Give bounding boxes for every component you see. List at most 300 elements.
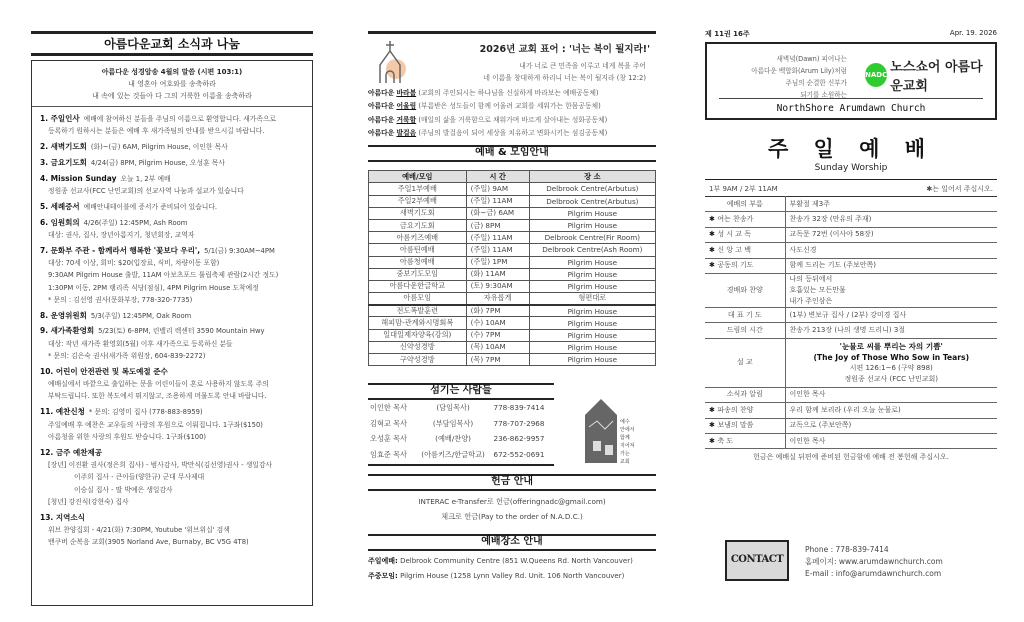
order-label-text: 신 앙 고 백 — [717, 245, 752, 254]
schedule-row — [369, 329, 656, 341]
order-content-line: 시편 126:1~6 (구약 898) — [849, 363, 933, 372]
order-label-text: 소식과 알림 — [726, 390, 763, 399]
worship-order-row — [705, 403, 997, 418]
motto-verse-line: 네 이름을 창대하게 하리니 너는 복이 될지라 (창 12:2) — [483, 74, 646, 82]
svg-text:가는: 가는 — [620, 451, 630, 457]
col-header: 장 소 — [529, 171, 655, 183]
vision-prefix: 아름다운 — [368, 115, 395, 124]
news-item-head — [40, 366, 306, 378]
meeting-time: (주일) 11AM — [466, 195, 529, 207]
order-content — [785, 273, 997, 307]
order-content-line: 찬송가 32장 (만유의 주재) — [789, 215, 872, 224]
news-item-title: 11. 예찬신청 — [40, 407, 85, 417]
news-item — [40, 217, 306, 242]
staff-role: (부담임목사) — [432, 418, 474, 428]
worship-order-row — [705, 418, 997, 433]
schedule-title: 예배 & 모임안내 — [368, 145, 656, 162]
news-item-line: 밴쿠버 순복음 교회(3905 Norland Ave, Burnaby, BC V5G 4T8) — [48, 538, 249, 547]
church-header-box — [705, 42, 997, 120]
meeting-time: (목) 10AM — [466, 341, 529, 353]
order-content-line: (1부) 변보규 집사 / (2부) 강미경 집사 — [789, 310, 907, 319]
staff-role: (아름키즈/한글학교) — [421, 449, 485, 459]
news-title: 아름다운교회 소식과 나눔 — [31, 31, 313, 56]
staff-title: 섬기는 사람들 — [368, 383, 554, 400]
meeting-place: Pilgrim House — [529, 305, 655, 317]
staff-phone[interactable]: 778-707-2968 — [493, 418, 545, 428]
col-header: 예배/모임 — [369, 171, 467, 183]
news-item-line: 정원종 선교사(FCC 난민교회)의 선교사역 나눔과 설교가 있습니다 — [48, 186, 244, 195]
news-item — [40, 113, 306, 138]
svg-text:교회: 교회 — [620, 459, 630, 465]
staff-name: 이인한 목사 — [370, 403, 408, 412]
meeting-time: (주일) 9AM — [466, 183, 529, 195]
news-item-head — [40, 325, 306, 337]
meeting-name: 아름다운한글학교 — [369, 280, 467, 292]
news-item — [40, 406, 306, 443]
meeting-name: 신약성경방 — [369, 341, 467, 353]
middle-column — [368, 31, 656, 580]
meeting-name: 금요기도회 — [369, 219, 467, 231]
contact-info — [805, 544, 943, 580]
schedule-row — [369, 219, 656, 231]
staff-phone[interactable]: 778-839-7414 — [493, 403, 545, 412]
offering-title: 헌금 안내 — [368, 474, 656, 491]
schedule-row — [369, 280, 656, 292]
order-label-text: 설 교 — [736, 358, 753, 367]
order-content-line: 이인한 목사 — [789, 436, 826, 445]
meeting-place: Pilgrim House — [529, 207, 655, 219]
vision-item — [368, 87, 656, 100]
worship-order-row — [705, 323, 997, 338]
order-label — [705, 212, 785, 227]
meeting-name: 아름청예배 — [369, 256, 467, 268]
vision-prefix: 아름다운 — [368, 102, 395, 111]
order-content-line: 부활절 제3주 — [789, 199, 830, 208]
order-content — [785, 227, 997, 242]
order-label-text: 축 도 — [717, 436, 734, 445]
offering-line: INTERAC e-Transfer로 헌금(offeringnadc@gmail.com) — [418, 497, 606, 506]
order-content — [785, 307, 997, 322]
news-item-text: 4/26(주일) 12:45PM, Ash Room — [83, 218, 188, 227]
news-item-title: 5. 세례증서 — [40, 201, 80, 211]
vision-item — [368, 114, 656, 127]
news-item-head — [40, 113, 306, 125]
stand-star-icon: ✱ — [709, 245, 718, 254]
order-content-line: (The Joy of Those Who Sow in Tears) — [813, 352, 970, 362]
stand-star-icon: ✱ — [709, 405, 718, 414]
meeting-time: (수) 7PM — [466, 329, 529, 341]
stand-star-icon: ✱ — [709, 421, 718, 430]
service-times — [705, 179, 997, 196]
order-label — [705, 418, 785, 433]
offering-line: 체크로 헌금(Pay to the order of N.A.D.C.) — [441, 512, 583, 521]
news-item-title: 12. 금주 예찬제공 — [40, 447, 102, 457]
order-content — [785, 197, 997, 212]
svg-text:예수: 예수 — [620, 419, 630, 425]
venue-row — [368, 554, 656, 569]
news-item-text: 예배안내테이블에 증서가 준비되어 있습니다. — [83, 202, 218, 211]
vision-desc: (주님의 발걸음이 되어 세상을 치유하고 변화시키는 섬김공동체) — [418, 128, 608, 137]
meeting-time: (화) 7PM — [466, 305, 529, 317]
meeting-time: (화) 11AM — [466, 268, 529, 280]
schedule-row — [369, 268, 656, 280]
church-sketch-icon — [374, 39, 408, 83]
meeting-time: (금) 8PM — [466, 219, 529, 231]
news-item-title: 2. 새벽기도회 — [40, 142, 87, 152]
order-label — [705, 433, 785, 448]
meeting-place: Delbrook Centre(Fir Room) — [529, 232, 655, 244]
order-content-line: 교독문 72번 (이사야 58장) — [789, 230, 874, 239]
meeting-time: (주일) 11AM — [466, 244, 529, 256]
news-item-head — [40, 245, 306, 257]
order-content-line: 찬송가 213장 (나의 생명 드리니) 3절 — [789, 326, 906, 335]
news-item-title: 1. 주일인사 — [40, 114, 80, 123]
worship-order-row — [705, 433, 997, 448]
order-label-text: 대 표 기 도 — [727, 310, 762, 319]
order-label — [705, 323, 785, 338]
order-content-line: 내가 주인삼은 — [789, 296, 833, 305]
meeting-place: Pilgrim House — [529, 280, 655, 292]
order-label — [705, 258, 785, 273]
news-item-title: 9. 새가족환영회 — [40, 326, 95, 336]
order-label — [705, 227, 785, 242]
meeting-place: Pilgrim House — [529, 268, 655, 280]
news-item-line: [청년] 강진식(강현숙) 집사 — [48, 497, 129, 506]
order-label — [705, 387, 785, 402]
order-label — [705, 243, 785, 258]
news-item-title: 3. 금요기도회 — [40, 157, 87, 167]
venue-list — [368, 554, 656, 584]
staff-role: (담임목사) — [436, 403, 470, 412]
news-item-line: 대상: 권사, 집사, 장년아름지기, 청년회장, 교역자 — [48, 230, 195, 239]
order-content — [785, 323, 997, 338]
news-item-line: 이주희 집사 - 큰아들(양한규) 군대 무사제대 — [74, 473, 205, 482]
news-item-line: 1:30PM 이동, 2PM 랭리족 식당(점심), 4PM Pilgrim House 도착예정 — [48, 283, 259, 292]
church-logo — [865, 56, 995, 94]
order-content — [785, 258, 997, 273]
order-content — [785, 243, 997, 258]
schedule-row — [369, 244, 656, 256]
news-item — [40, 366, 306, 403]
vision-item — [368, 127, 656, 140]
order-label-text: 파송의 찬양 — [717, 405, 754, 414]
tagline-line: 되기를 소원하는 — [800, 91, 847, 99]
order-content — [785, 433, 997, 448]
news-item-head — [40, 201, 306, 213]
meeting-place: Pilgrim House — [529, 256, 655, 268]
vision-desc: (매일의 삶을 거룩함으로 채워가며 바르게 살아내는 성화공동체) — [418, 115, 608, 124]
order-of-worship — [705, 196, 997, 449]
news-item-head — [40, 141, 306, 153]
staff-name: 김혁교 목사 — [370, 418, 408, 428]
worship-order-row — [705, 212, 997, 227]
svg-text:지어져: 지어져 — [620, 443, 635, 449]
page-title: 주 일 예 배 — [767, 137, 935, 161]
news-item-line: 아름청을 위한 사랑의 후원도 받습니다. 1구좌($100) — [48, 432, 207, 441]
order-label — [705, 338, 785, 387]
news-item-title: 13. 지역소식 — [40, 512, 85, 522]
meeting-name: 아름키즈예배 — [369, 232, 467, 244]
tagline-line: 새벽녘(Dawn) 피어나는 — [776, 55, 847, 63]
meeting-time: (주일) 11AM — [466, 232, 529, 244]
news-item — [40, 245, 306, 306]
page-subtitle: Sunday Worship — [814, 163, 888, 173]
news-item-text: 예배에 참여하신 분들을 주님의 이름으로 환영합니다. 새가족으로 — [83, 115, 277, 123]
staff-name: 임효준 목사 — [370, 449, 408, 459]
order-content-line: 나의 등뒤에서 — [789, 274, 833, 283]
news-item — [40, 325, 306, 362]
news-item-head — [40, 173, 306, 185]
stand-star-icon: ✱ — [709, 230, 718, 239]
tagline-line: 주님의 순결한 신부가 — [785, 79, 847, 87]
meeting-name: 아름모임 — [369, 293, 467, 305]
venue-label: 주일예배: — [368, 557, 398, 565]
meeting-time: (목) 7PM — [466, 354, 529, 366]
news-item-title: 4. Mission Sunday — [40, 173, 117, 183]
news-item-title: 6. 임원회의 — [40, 217, 80, 227]
meeting-time: 자유롭게 — [466, 293, 529, 305]
order-label-text: 예배의 부름 — [726, 199, 763, 208]
news-item-title: 7. 문화부 주관 - 함께라서 행복한 '꽃보다 우리', — [40, 245, 201, 255]
news-item-text: 5/3(주일) 12:45PM, Oak Room — [90, 311, 192, 320]
news-item — [40, 157, 306, 169]
order-content-line: 정원종 선교사 (FCC 난민교회) — [844, 374, 939, 383]
news-item-line: 등록하기 원하시는 분들은 예배 후 새가족팀의 안내를 받으시길 바랍니다. — [48, 127, 265, 136]
meeting-time: (수) 10AM — [466, 317, 529, 329]
news-item-head — [40, 157, 306, 169]
venue-address: Pilgrim House (1258 Lynn Valley Rd. Unit. 106 North Vancouver) — [400, 572, 625, 580]
news-item-text: (화)~(금) 6AM, Pilgrim House, 이인한 목사 — [90, 143, 228, 152]
staff-row — [368, 447, 554, 463]
schedule-row — [369, 256, 656, 268]
order-label-text: 공동의 기도 — [717, 261, 754, 270]
news-item-line: [장년] 이진환 권사(정은희 집사) - 범사감사, 박만식(김선영)권사 - 생일감사 — [48, 460, 273, 469]
meeting-place: Pilgrim House — [529, 329, 655, 341]
stand-star-icon: ✱ — [709, 436, 718, 445]
contact-email[interactable]: E-mail : info@arumdawnchurch.com — [805, 569, 942, 578]
news-item — [40, 173, 306, 198]
news-item-head — [40, 512, 306, 524]
contact-phone: Phone : 778-839-7414 — [805, 545, 889, 554]
staff-row — [368, 400, 554, 416]
news-item-line: 주일예배 후 예찬은 교우들의 사랑의 후원으로 이뤄집니다. 1구좌($150) — [48, 420, 263, 429]
vision-prefix: 아름다운 — [368, 89, 395, 97]
staff-row — [368, 431, 554, 447]
news-item-text: 4/24(금) 8PM, Pilgrim House, 오성훈 목사 — [90, 158, 225, 167]
order-label-text: 경배와 찬양 — [726, 285, 763, 294]
worship-order-row — [705, 227, 997, 242]
news-item-line: * 문의 : 김선영 권사(문화부장, 778-320-7735) — [48, 295, 193, 304]
order-label — [705, 403, 785, 418]
bulletin-date: Apr. 19. 2026 — [949, 29, 997, 37]
order-label-text: 여는 찬송가 — [717, 215, 754, 224]
schedule-row — [369, 195, 656, 207]
vision-key: 어울림 — [396, 102, 417, 111]
meeting-name: 해피맘-관계와시명회복 — [369, 317, 467, 329]
worship-order-row — [705, 243, 997, 258]
news-items — [32, 107, 312, 549]
news-item-text: 5/1(금) 9:30AM~4PM — [204, 246, 275, 255]
news-item-title: 10. 어린이 안전관련 및 복도예절 준수 — [40, 366, 168, 376]
schedule-row — [369, 341, 656, 353]
order-content — [785, 338, 997, 387]
staff-row — [368, 416, 554, 432]
logo-text: 노스쇼어 아름다운교회 — [890, 60, 983, 94]
motto-verse — [368, 60, 656, 84]
order-content-line: 교독으로 (주보안쪽) — [789, 421, 852, 430]
worship-order-row — [705, 338, 997, 387]
meeting-place: Pilgrim House — [529, 219, 655, 231]
meeting-name: 일대일제자양육(강의) — [369, 329, 467, 341]
order-content — [785, 387, 997, 402]
worship-order-row — [705, 273, 997, 307]
news-item — [40, 310, 306, 322]
vision-key: 거룩함 — [396, 115, 417, 124]
venue-label: 주중모임: — [368, 572, 398, 580]
order-content-line: 이인한 목사 — [789, 390, 826, 399]
news-box — [31, 60, 313, 606]
news-item-head — [40, 217, 306, 229]
staff-phone[interactable]: 672-552-0691 — [493, 449, 545, 459]
news-item-text: 5/23(토) 6-8PM, 린밸리 렉센터 3590 Mountain Hwy — [98, 327, 265, 336]
vision-prefix: 아름다운 — [368, 128, 395, 137]
meeting-time: (화~금) 6AM — [466, 207, 529, 219]
meeting-place: Pilgrim House — [529, 317, 655, 329]
worship-order-row — [705, 307, 997, 322]
order-content-line: 호흡있는 모든만물 — [789, 285, 846, 294]
venue-address: Delbrook Community Centre (851 W.Queens Rd. North Vancouver) — [400, 557, 633, 565]
memory-verse-line: 내 영혼아 여호와를 송축하라 — [128, 80, 216, 88]
news-item — [40, 201, 306, 213]
memory-verse-title: 아름다운 성경암송 4월의 말씀 (시편 103:1) — [101, 68, 243, 76]
news-item — [40, 141, 306, 153]
motto-title: 2026년 교회 표어 : '너는 복이 될지라!' — [479, 44, 650, 55]
vision-desc: (부름받은 성도들이 함께 어울려 교회를 세워가는 한몸공동체) — [418, 102, 601, 111]
news-item-head — [40, 447, 306, 459]
motto-verse-line: 내가 너로 큰 민족을 이루고 네게 복을 주어 — [519, 62, 646, 70]
news-item-head — [40, 406, 306, 418]
staff-name: 오성훈 목사 — [370, 434, 408, 443]
news-item-line: 위브 찬양집회 - 4/21(화) 7:30PM, Youtube '위브위십' 검색 — [48, 525, 230, 534]
offering-info — [368, 494, 656, 524]
offering-note: 헌금은 예배실 뒤편에 준비된 헌금함에 예배 전 봉헌해 주십시오. — [753, 453, 949, 462]
schedule-row — [369, 232, 656, 244]
meeting-name: 새벽기도회 — [369, 207, 467, 219]
meeting-name: 전도폭발훈련 — [369, 305, 467, 317]
schedule-row — [369, 305, 656, 317]
vision-item — [368, 100, 656, 113]
vision-desc: (교회의 주인되시는 하나님을 신실하게 바라보는 예배공동체) — [418, 89, 599, 97]
news-item-line: 대상: 작년 새가족 환영회(5월) 이후 새가족으로 등록하신 분들 — [48, 339, 233, 348]
meeting-place: Delbrook Centre(Arbutus) — [529, 195, 655, 207]
news-item-text: * 문의: 김영미 집사 (778-883-8959) — [88, 408, 203, 417]
news-item-line: 9:30AM Pilgrim House 출발, 11AM 아보츠포드 튤립축제 관람(2시간 정도) — [48, 271, 279, 280]
contact-homepage[interactable]: 홈페이지: www.arumdawnchurch.com — [805, 557, 943, 566]
schedule-table — [368, 170, 656, 366]
meeting-place: 형편대로 — [529, 293, 655, 305]
volume-number: 제 11권 16주 — [705, 30, 750, 38]
cover-column — [705, 29, 997, 462]
memory-verse — [32, 61, 312, 107]
order-label-text: 보냄의 말씀 — [717, 421, 754, 430]
news-item-head — [40, 310, 306, 322]
meeting-place: Delbrook Centre(Ash Room) — [529, 244, 655, 256]
order-label — [705, 197, 785, 212]
news-item — [40, 447, 306, 508]
staff-phone[interactable]: 236-862-9957 — [493, 434, 545, 443]
worship-order-row — [705, 258, 997, 273]
schedule-row — [369, 293, 656, 305]
order-content — [785, 418, 997, 433]
schedule-row — [369, 354, 656, 366]
order-label — [705, 307, 785, 322]
venue-row — [368, 569, 656, 584]
vision-list — [368, 87, 656, 140]
contact-label: CONTACT — [725, 540, 789, 581]
news-item-title: 8. 운영위원회 — [40, 310, 87, 320]
news-item — [40, 512, 306, 549]
venue-title: 예배장소 안내 — [368, 534, 656, 551]
service-times-text: 1부 9AM / 2부 11AM — [709, 185, 778, 193]
news-item-line: * 문의: 김은숙 권사(새가족 위원장, 604-839-2272) — [48, 352, 206, 361]
staff-role: (예배/찬양) — [435, 434, 471, 443]
stand-star-icon: ✱ — [709, 261, 718, 270]
meeting-name: 주일2부예배 — [369, 195, 467, 207]
memory-verse-line: 내 속에 있는 것들아 다 그의 거룩한 이름을 송축하라 — [92, 92, 252, 100]
church-name-en: NorthShore Arumdawn Church — [719, 98, 983, 114]
meeting-time: (주일) 1PM — [466, 256, 529, 268]
vision-key: 발걸음 — [396, 128, 417, 137]
tagline — [751, 53, 847, 101]
meeting-place: Pilgrim House — [529, 341, 655, 353]
meeting-name: 중보기도모임 — [369, 268, 467, 280]
order-content — [785, 212, 997, 227]
news-section — [31, 31, 313, 606]
stand-note: ✱는 일어서 주십시오. — [926, 185, 993, 193]
order-content-line: 사도신경 — [789, 245, 817, 254]
news-item-line: 이승실 집사 - 딸 박예은 생일감사 — [74, 485, 173, 494]
stand-star-icon: ✱ — [709, 215, 718, 224]
order-content — [785, 403, 997, 418]
order-label — [705, 273, 785, 307]
schedule-row — [369, 317, 656, 329]
tagline-line: 아름다운 백합화(Arum Lily)처럼 — [751, 67, 847, 75]
church-emblem-icon — [583, 397, 633, 465]
news-item-line: 부탁드립니다. 또한 복도에서 뛰지않고, 조용하게 머물도록 안내 바랍니다. — [48, 392, 267, 401]
meeting-time: (토) 9:30AM — [466, 280, 529, 292]
news-item-line: 예배실에서 바깥으로 출입하는 문을 어린이들이 혼로 사용하지 않도록 주의 — [48, 380, 269, 389]
order-content-line: 우리 함께 보리라 (우리 오늘 눈물로) — [789, 405, 901, 414]
order-content-line: 함께 드리는 기도 (주보안쪽) — [789, 261, 877, 270]
meeting-place: Pilgrim House — [529, 354, 655, 366]
order-label-text: 성 시 교 독 — [717, 230, 752, 239]
order-content-line: '눈물로 씨를 뿌리는 자의 기쁨' — [839, 341, 943, 351]
news-item-line: 대상: 70세 이상, 회비: $20(입장료, 식비, 차량이동 포함) — [48, 258, 220, 267]
meeting-place: Delbrook Centre(Arbutus) — [529, 183, 655, 195]
vision-key: 바라봄 — [396, 89, 417, 97]
meeting-name: 구약성경방 — [369, 354, 467, 366]
worship-order-row — [705, 197, 997, 212]
meeting-name: 주일1부예배 — [369, 183, 467, 195]
schedule-row — [369, 183, 656, 195]
svg-text:안에서: 안에서 — [620, 427, 635, 433]
worship-order-row — [705, 387, 997, 402]
svg-text:함께: 함께 — [620, 435, 630, 441]
order-label-text: 드림의 시간 — [726, 326, 763, 335]
meeting-name: 아름틴예배 — [369, 244, 467, 256]
col-header: 시 간 — [466, 171, 529, 183]
staff-table — [368, 400, 554, 462]
